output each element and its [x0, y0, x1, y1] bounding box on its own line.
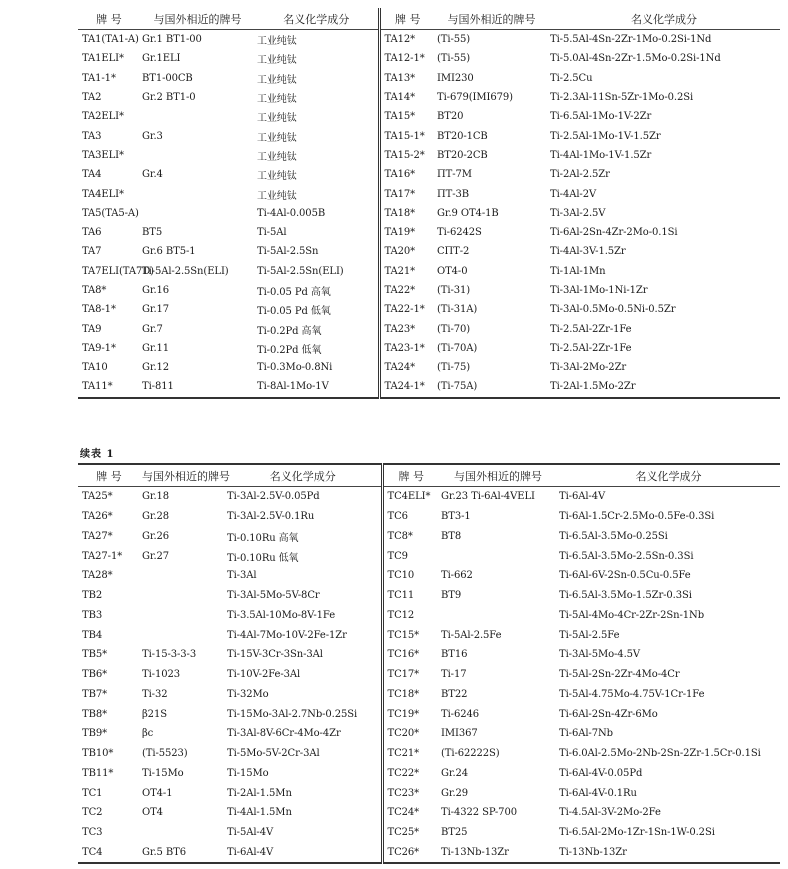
- grade-cell: TA15-2*: [379, 146, 435, 165]
- foreign-grade-cell: OT4-1: [142, 787, 173, 799]
- foreign-grade-cell: Ti-17: [441, 669, 467, 681]
- table-row: [78, 764, 780, 784]
- foreign-grade-cell: [140, 625, 225, 645]
- grade-cell: TA12-1*: [379, 49, 435, 68]
- table-row: [78, 319, 780, 338]
- foreign-grade-cell: BT16: [441, 649, 468, 661]
- composition-cell: Ti-4.5Al-3V-2Mo-2Fe: [559, 807, 661, 819]
- composition-cell: Ti-13Nb-13Zr: [559, 846, 627, 858]
- column-header: 名义化学成分: [255, 8, 379, 30]
- composition-cell: 工业纯钛: [257, 113, 297, 125]
- foreign-grade-cell: Ti-32: [142, 688, 168, 700]
- foreign-grade-cell: Gr.1ELI: [142, 53, 181, 65]
- composition-cell: Ti-3Al: [227, 570, 257, 582]
- foreign-grade-cell: Gr.26: [142, 530, 170, 542]
- foreign-grade-cell: СПТ-2: [437, 246, 470, 258]
- composition-cell: Ti-6Al-4V-0.1Ru: [559, 787, 637, 799]
- foreign-grade-cell: Gr.6 BT5-1: [142, 246, 196, 258]
- table-row: [78, 358, 780, 377]
- foreign-grade-cell: (Ti-31): [437, 285, 471, 296]
- table-row: [78, 546, 780, 566]
- composition-cell: Ti-5Al: [257, 227, 287, 239]
- grade-cell: TA28*: [82, 570, 113, 582]
- grade-cell: TC18*: [382, 685, 439, 705]
- table-row: [78, 165, 780, 184]
- grade-cell: TA22-1*: [379, 300, 435, 319]
- foreign-grade-cell: Ti-811: [142, 381, 174, 393]
- foreign-grade-cell: (Ti-75): [437, 362, 471, 374]
- grade-cell: TC26*: [382, 843, 439, 864]
- foreign-grade-cell: [140, 586, 225, 606]
- foreign-grade-cell: Gr.3: [142, 130, 163, 142]
- foreign-grade-cell: BT8: [441, 530, 462, 542]
- grade-cell: TC12: [382, 606, 439, 626]
- composition-cell: 工业纯钛: [257, 190, 297, 202]
- alloy-table-1: [78, 8, 780, 399]
- composition-cell: Ti-6.5Al-3.5Mo-1.5Zr-0.3Si: [559, 590, 692, 602]
- grade-cell: TA15-1*: [379, 126, 435, 145]
- foreign-grade-cell: Ti-662: [441, 570, 473, 582]
- table-row: [78, 823, 780, 843]
- column-header: 名义化学成分: [548, 8, 780, 30]
- table-row: [78, 566, 780, 586]
- grade-cell: TA27*: [82, 530, 113, 542]
- column-header: 牌 号: [78, 8, 140, 30]
- composition-cell: Ti-3Al-5Mo-5V-8Cr: [227, 590, 320, 602]
- foreign-grade-cell: BT1-00CB: [142, 72, 193, 84]
- foreign-grade-cell: Gr.17: [142, 304, 170, 316]
- table-row: [78, 184, 780, 203]
- grade-cell: TC17*: [382, 665, 439, 685]
- foreign-grade-cell: ПТ-7М: [437, 169, 472, 181]
- table-row: [78, 803, 780, 823]
- foreign-grade-cell: (Ti-70): [437, 323, 471, 335]
- grade-cell: TB6*: [82, 669, 107, 681]
- composition-cell: Ti-6.5Al-2Mo-1Zr-1Sn-1W-0.2Si: [559, 827, 715, 839]
- grade-cell: TC6: [382, 507, 439, 527]
- table-row: [78, 30, 780, 50]
- foreign-grade-cell: βc: [142, 728, 154, 740]
- composition-cell: Ti-6Al-4V: [227, 846, 274, 858]
- grade-cell: TA4ELI*: [82, 188, 124, 200]
- foreign-grade-cell: [140, 606, 225, 626]
- foreign-grade-cell: OT4: [142, 807, 163, 819]
- foreign-grade-cell: Gr.11: [142, 342, 170, 354]
- grade-cell: TC4: [82, 846, 103, 858]
- grade-cell: TB2: [82, 590, 103, 602]
- foreign-grade-cell: (Ti-70A): [437, 342, 478, 354]
- composition-cell: Ti-3.5Al-10Mo-8V-1Fe: [227, 609, 336, 621]
- composition-cell: Ti-4Al-2V: [550, 188, 597, 200]
- composition-cell: Ti-15Mo-3Al-2.7Nb-0.25Si: [227, 708, 358, 720]
- grade-cell: TA9: [82, 323, 102, 335]
- foreign-grade-cell: (Ti-31A): [437, 304, 478, 316]
- grade-cell: TB4: [82, 629, 103, 641]
- grade-cell: TC3: [82, 827, 103, 839]
- table-row: [78, 69, 780, 88]
- grade-cell: TA25*: [82, 491, 113, 503]
- column-header: 与国外相近的牌号: [439, 464, 557, 487]
- table-row: [78, 685, 780, 705]
- composition-cell: Ti-5Al-2Sn-2Zr-4Mo-4Cr: [559, 669, 680, 681]
- foreign-grade-cell: (Ti-55): [437, 34, 471, 46]
- foreign-grade-cell: BT22: [441, 688, 468, 700]
- grade-cell: TA16*: [379, 165, 435, 184]
- composition-cell: Ti-6Al-7Nb: [559, 728, 613, 740]
- grade-cell: TA6: [82, 227, 102, 239]
- foreign-grade-cell: Gr.7: [142, 323, 163, 335]
- foreign-grade-cell: Gr.29: [441, 787, 469, 799]
- grade-cell: TA26*: [82, 511, 113, 523]
- grade-cell: TC25*: [382, 823, 439, 843]
- table-row: [78, 281, 780, 300]
- composition-cell: Ti-4Al-7Mo-10V-2Fe-1Zr: [227, 629, 347, 641]
- table-row: [78, 339, 780, 358]
- foreign-grade-cell: Ti-15Mo: [142, 767, 184, 779]
- composition-cell: Ti-6.5Al-3.5Mo-2.5Sn-0.3Si: [559, 550, 694, 562]
- grade-cell: TA18*: [379, 204, 435, 223]
- foreign-grade-cell: IMI367: [441, 728, 478, 740]
- grade-cell: TA7: [82, 246, 102, 258]
- grade-cell: TA2: [82, 92, 102, 104]
- composition-cell: Ti-15V-3Cr-3Sn-3Al: [227, 649, 323, 661]
- table-row: [78, 843, 780, 864]
- composition-cell: Ti-2.3Al-11Sn-5Zr-1Mo-0.2Si: [550, 92, 694, 104]
- grade-cell: TA12*: [379, 30, 435, 50]
- column-header: 名义化学成分: [225, 464, 382, 487]
- composition-cell: Ti-5Al-4V: [227, 827, 274, 839]
- foreign-grade-cell: Gr.28: [142, 511, 170, 523]
- alloy-table-2: [78, 463, 780, 864]
- composition-cell: Ti-3Al-0.5Mo-0.5Ni-0.5Zr: [550, 304, 676, 316]
- foreign-grade-cell: BT20-2CB: [437, 149, 488, 161]
- grade-cell: TA14*: [379, 88, 435, 107]
- table-row: [78, 262, 780, 281]
- foreign-grade-cell: BT25: [441, 827, 468, 839]
- table-row: [78, 204, 780, 223]
- foreign-grade-cell: Gr.24: [441, 767, 469, 779]
- table-row: [78, 126, 780, 145]
- column-header: 牌 号: [78, 464, 140, 487]
- grade-cell: TA7ELI(TA7D): [82, 265, 154, 277]
- grade-cell: TA23-1*: [379, 339, 435, 358]
- foreign-grade-cell: Gr.2 BT1-0: [142, 92, 196, 104]
- grade-cell: TB11*: [82, 767, 114, 779]
- grade-cell: TC10: [382, 566, 439, 586]
- composition-cell: Ti-10V-2Fe-3Al: [227, 669, 301, 681]
- foreign-grade-cell: (Ti-75A): [437, 381, 478, 393]
- grade-cell: TB7*: [82, 688, 107, 700]
- composition-cell: Ti-3Al-2Mo-2Zr: [550, 362, 627, 374]
- table-row: [78, 606, 780, 626]
- composition-cell: Ti-4Al-1.5Mn: [227, 807, 292, 819]
- composition-cell: Ti-6Al-2Sn-4Zr-6Mo: [559, 708, 658, 720]
- table-row: [78, 744, 780, 764]
- grade-cell: TA20*: [379, 242, 435, 261]
- composition-cell: Ti-32Mo: [227, 688, 269, 700]
- composition-cell: Ti-6Al-2Sn-4Zr-2Mo-0.1Si: [550, 227, 678, 239]
- grade-cell: TB5*: [82, 649, 107, 661]
- grade-cell: TC21*: [382, 744, 439, 764]
- composition-cell: Ti-0.05 Pd 低氧: [257, 306, 331, 318]
- composition-cell: Ti-6Al-4V: [559, 491, 606, 503]
- table-row: [78, 377, 780, 397]
- table-row: [78, 586, 780, 606]
- grade-cell: TA3: [82, 130, 102, 142]
- grade-cell: TC16*: [382, 645, 439, 665]
- table-row: [78, 88, 780, 107]
- composition-cell: Ti-3Al-2.5V: [550, 207, 606, 219]
- foreign-grade-cell: Gr.23 Ti-6Al-4VELI: [441, 491, 535, 503]
- foreign-grade-cell: Gr.9 OT4-1B: [437, 207, 499, 219]
- grade-cell: TA8-1*: [82, 304, 116, 316]
- foreign-grade-cell: [439, 606, 557, 626]
- foreign-grade-cell: (Ti-55): [437, 53, 471, 65]
- table-row: [78, 783, 780, 803]
- composition-cell: Ti-2Al-2.5Zr: [550, 169, 610, 181]
- composition-cell: Ti-3Al-8V-6Cr-4Mo-4Zr: [227, 728, 341, 740]
- grade-cell: TA8*: [82, 285, 107, 296]
- foreign-grade-cell: Gr.1 BT1-00: [142, 34, 202, 46]
- column-header: 牌 号: [379, 8, 435, 30]
- grade-cell: TB3: [82, 609, 103, 621]
- grade-cell: TB9*: [82, 728, 107, 740]
- foreign-grade-cell: (Ti-62222S): [441, 748, 500, 760]
- composition-cell: 工业纯钛: [257, 132, 297, 144]
- grade-cell: TC2: [82, 807, 103, 819]
- table-header-row: [78, 8, 780, 30]
- composition-cell: Ti-6Al-6V-2Sn-0.5Cu-0.5Fe: [559, 570, 691, 582]
- composition-cell: Ti-3Al-1Mo-1Ni-1Zr: [550, 285, 648, 296]
- composition-cell: Ti-3Al-2.5V-0.1Ru: [227, 511, 315, 523]
- composition-cell: Ti-0.2Pd 低氧: [257, 344, 322, 356]
- composition-cell: Ti-5Al-4Mo-4Cr-2Zr-2Sn-1Nb: [559, 609, 704, 621]
- foreign-grade-cell: Gr.12: [142, 362, 170, 374]
- grade-cell: TA17*: [379, 184, 435, 203]
- grade-cell: TC9: [382, 546, 439, 566]
- composition-cell: 工业纯钛: [257, 94, 297, 106]
- composition-cell: Ti-3Al-2.5V-0.05Pd: [227, 491, 320, 503]
- grade-cell: TC1: [82, 787, 103, 799]
- grade-cell: TA9-1*: [82, 342, 116, 354]
- table-row: [78, 487, 780, 507]
- foreign-grade-cell: Ti-15-3-3-3: [142, 649, 197, 661]
- grade-cell: TA2ELI*: [82, 111, 124, 123]
- grade-cell: TC22*: [382, 764, 439, 784]
- grade-cell: TC19*: [382, 704, 439, 724]
- table-row: [78, 49, 780, 68]
- composition-cell: Ti-0.10Ru 高氧: [227, 532, 299, 544]
- grade-cell: TC20*: [382, 724, 439, 744]
- foreign-grade-cell: [140, 823, 225, 843]
- table-row: [78, 527, 780, 547]
- composition-cell: Ti-0.3Mo-0.8Ni: [257, 362, 333, 374]
- foreign-grade-cell: (Ti-5523): [142, 748, 188, 760]
- composition-cell: Ti-5Al-2.5Sn: [257, 246, 319, 258]
- composition-cell: Ti-4Al-0.005B: [257, 207, 326, 219]
- grade-cell: TA22*: [379, 281, 435, 300]
- composition-cell: Ti-6.5Al-3.5Mo-0.25Si: [559, 530, 668, 542]
- composition-cell: 工业纯钛: [257, 74, 297, 86]
- foreign-grade-cell: β21S: [142, 708, 167, 720]
- column-header: 牌 号: [382, 464, 439, 487]
- table-header-row: [78, 464, 780, 487]
- composition-cell: Ti-5Al-4.75Mo-4.75V-1Cr-1Fe: [559, 688, 705, 700]
- composition-cell: 工业纯钛: [257, 36, 297, 48]
- composition-cell: Ti-2.5Al-2Zr-1Fe: [550, 323, 632, 335]
- table-row: [78, 242, 780, 261]
- grade-cell: TA1ELI*: [82, 53, 124, 65]
- composition-cell: Ti-6.5Al-1Mo-1V-2Zr: [550, 111, 652, 123]
- foreign-grade-cell: [140, 204, 255, 223]
- composition-cell: Ti-2Al-1.5Mo-2Zr: [550, 381, 636, 393]
- foreign-grade-cell: Ti-13Nb-13Zr: [441, 846, 509, 858]
- foreign-grade-cell: Ti-6246: [441, 708, 479, 720]
- table-row: [78, 724, 780, 744]
- foreign-grade-cell: Ti-679(IMI679): [437, 92, 513, 104]
- composition-cell: Ti-5Mo-5V-2Cr-3Al: [227, 748, 320, 760]
- foreign-grade-cell: Gr.27: [142, 550, 170, 562]
- composition-cell: Ti-0.2Pd 高氧: [257, 325, 322, 337]
- composition-cell: Ti-0.05 Pd 高氧: [257, 287, 331, 298]
- composition-cell: Ti-5.5Al-4Sn-2Zr-1Mo-0.2Si-1Nd: [550, 34, 712, 46]
- column-header: 与国外相近的牌号: [140, 8, 255, 30]
- table-row: [78, 645, 780, 665]
- foreign-grade-cell: Ti-5Al-2.5Fe: [441, 629, 502, 641]
- grade-cell: TB10*: [82, 748, 114, 760]
- grade-cell: TA15*: [379, 107, 435, 126]
- foreign-grade-cell: [140, 566, 225, 586]
- grade-cell: TA23*: [379, 319, 435, 338]
- foreign-grade-cell: [140, 107, 255, 126]
- grade-cell: TB8*: [82, 708, 107, 720]
- table-row: [78, 223, 780, 242]
- composition-cell: Ti-2.5Al-2Zr-1Fe: [550, 342, 632, 354]
- foreign-grade-cell: Gr.4: [142, 169, 163, 181]
- table-row: [78, 146, 780, 165]
- foreign-grade-cell: BT9: [441, 590, 462, 602]
- composition-cell: Ti-2Al-1.5Mn: [227, 787, 292, 799]
- foreign-grade-cell: IMI230: [437, 72, 474, 84]
- foreign-grade-cell: Ti-1023: [142, 669, 180, 681]
- table-row: [78, 107, 780, 126]
- composition-cell: Ti-5Al-2.5Sn(ELI): [257, 265, 344, 277]
- foreign-grade-cell: BT20-1CB: [437, 130, 488, 142]
- composition-cell: Ti-15Mo: [227, 767, 269, 779]
- grade-cell: TA1-1*: [82, 72, 116, 84]
- composition-cell: 工业纯钛: [257, 55, 297, 67]
- grade-cell: TA3ELI*: [82, 149, 124, 161]
- composition-cell: Ti-6Al-4V-0.05Pd: [559, 767, 643, 779]
- grade-cell: TA27-1*: [82, 550, 123, 562]
- foreign-grade-cell: BT5: [142, 227, 163, 239]
- foreign-grade-cell: [140, 184, 255, 203]
- grade-cell: TC8*: [382, 527, 439, 547]
- composition-cell: Ti-1Al-1Mn: [550, 265, 606, 277]
- grade-cell: TA5(TA5-A): [82, 207, 139, 219]
- foreign-grade-cell: ПТ-3В: [437, 188, 469, 200]
- composition-cell: 工业纯钛: [257, 151, 297, 163]
- grade-cell: TC4ELI*: [382, 487, 439, 507]
- table-row: [78, 665, 780, 685]
- foreign-grade-cell: Gr.18: [142, 491, 170, 503]
- foreign-grade-cell: Gr.5 BT6: [142, 846, 186, 858]
- table-row: [78, 300, 780, 319]
- grade-cell: TA24-1*: [379, 377, 435, 397]
- composition-cell: Ti-6Al-1.5Cr-2.5Mo-0.5Fe-0.3Si: [559, 511, 715, 523]
- composition-cell: 工业纯钛: [257, 171, 297, 183]
- composition-cell: Ti-5Al-2.5Fe: [559, 629, 620, 641]
- composition-cell: Ti-4Al-1Mo-1V-1.5Zr: [550, 149, 652, 161]
- grade-cell: TC11: [382, 586, 439, 606]
- table-row: [78, 625, 780, 645]
- grade-cell: TC24*: [382, 803, 439, 823]
- composition-cell: Ti-5.0Al-4Sn-2Zr-1.5Mo-0.2Si-1Nd: [550, 53, 721, 65]
- composition-cell: Ti-4Al-3V-1.5Zr: [550, 246, 626, 258]
- foreign-grade-cell: Ti-4322 SP-700: [441, 807, 517, 819]
- table-row: [78, 704, 780, 724]
- grade-cell: TA21*: [379, 262, 435, 281]
- foreign-grade-cell: BT3-1: [441, 511, 471, 523]
- foreign-grade-cell: Gr.16: [142, 285, 170, 296]
- column-header: 与国外相近的牌号: [140, 464, 225, 487]
- foreign-grade-cell: OT4-0: [437, 265, 468, 277]
- column-header: 与国外相近的牌号: [435, 8, 548, 30]
- grade-cell: TC23*: [382, 783, 439, 803]
- table-row: [78, 507, 780, 527]
- composition-cell: Ti-2.5Al-1Mo-1V-1.5Zr: [550, 130, 661, 142]
- grade-cell: TC15*: [382, 625, 439, 645]
- column-header: 名义化学成分: [557, 464, 780, 487]
- grade-cell: TA13*: [379, 69, 435, 88]
- foreign-grade-cell: BT20: [437, 111, 464, 123]
- grade-cell: TA4: [82, 169, 102, 181]
- grade-cell: TA24*: [379, 358, 435, 377]
- composition-cell: Ti-3Al-5Mo-4.5V: [559, 649, 641, 661]
- continuation-caption: 续表 1: [80, 449, 115, 460]
- foreign-grade-cell: Ti-5Al-2.5Sn(ELI): [142, 265, 229, 277]
- grade-cell: TA19*: [379, 223, 435, 242]
- foreign-grade-cell: [140, 146, 255, 165]
- composition-cell: Ti-0.10Ru 低氧: [227, 552, 299, 564]
- grade-cell: TA11*: [82, 381, 113, 393]
- composition-cell: Ti-2.5Cu: [550, 72, 593, 84]
- composition-cell: Ti-6.0Al-2.5Mo-2Nb-2Sn-2Zr-1.5Cr-0.1Si: [559, 748, 761, 760]
- composition-cell: Ti-8Al-1Mo-1V: [257, 381, 329, 393]
- grade-cell: TA10: [82, 362, 108, 374]
- foreign-grade-cell: [439, 546, 557, 566]
- foreign-grade-cell: Ti-6242S: [437, 227, 482, 239]
- grade-cell: TA1(TA1-A): [82, 34, 139, 46]
